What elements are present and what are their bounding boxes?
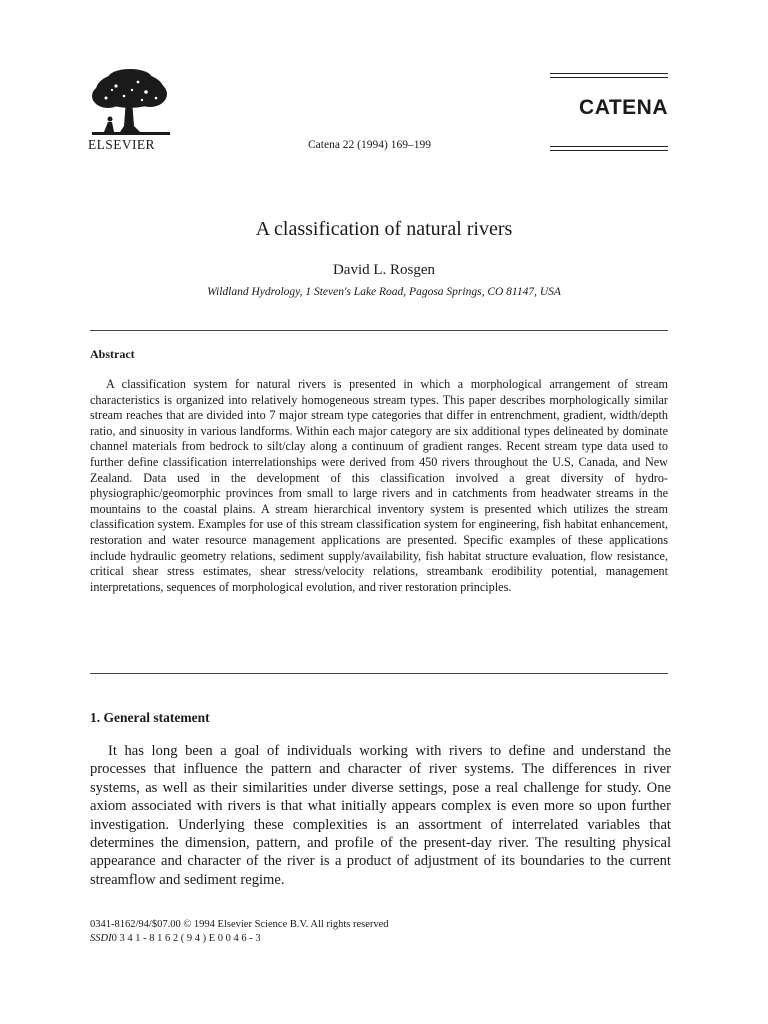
ssdi-line	[90, 932, 389, 946]
masthead-rule-top-2	[550, 77, 668, 78]
author-affiliation: Wildland Hydrology, 1 Steven's Lake Road, Pagosa Springs, CO 81147, USA	[207, 286, 561, 298]
elsevier-tree-logo	[86, 68, 172, 148]
masthead-rule-bottom-1	[550, 146, 668, 147]
ssdi-label: SSDI	[90, 933, 112, 944]
section-body-text: It has long been a goal of individuals working with rivers to define and understand the processes that influence the pattern and character of river systems. The differences in river systems, as well as their similarities under diverse settings, pose a real challenge for study. One axiom associated with rivers is that what initially appears complex is even more so upon further investigation. Underlying these complexities is an assortment of interrelated variables that determines the dimension, pattern, and profile of the present-day river. The resulting physical appearance and character of the river is a product of adjustment of its boundaries to the current streamflow and sediment regime.	[90, 743, 671, 888]
author-name: David L. Rosgen	[332, 262, 436, 278]
abstract-rule-bottom	[90, 673, 668, 674]
abstract-heading: Abstract	[90, 347, 135, 361]
abstract-text: A classification system for natural rivers is presented in which a morphological arrangement of stream characteristics is organized into relatively homogeneous stream types. This paper describes morphologically similar stream reaches that are divided into 7 major stream type categories that differ in entrenchment, gradient, width/depth ratio, and sinuosity in various landforms. Within each major category are six additional types delineated by dominate channel materials from bedrock to silt/clay along a continuum of gradient ranges. Recent stream type data used to further define classification interrelationships were derived from 450 rivers throughout the U.S, Canada, and New Zealand. Data used in the development of this classification involved a great diversity of hydro-physiographic/geomorphic provinces from small to large rivers and in catchments from headwater streams in the mountains to the coastal plains. A stream hierarchical inventory system is presented which utilizes the stream classification system. Examples for use of this stream classification system for engineering, fish habitat enhancement, restoration and water resource management applications are presented. Specific examples of these applications include hydraulic geometry relations, sediment supply/availability, fish habitat structure evaluation, flow resistance, critical shear stress estimates, shear stress/velocity relations, streambank erodibility potential, management interpretations, sequences of morphological evolution, and river restoration principles.	[90, 377, 668, 594]
masthead-rule-top-1	[550, 73, 668, 74]
copyright-line: 0341-8162/94/$07.00 © 1994 Elsevier Science B.V. All rights reserved	[90, 919, 389, 930]
article-title: A classification of natural rivers	[255, 218, 513, 240]
abstract-rule-top	[90, 330, 668, 331]
ssdi-code: 0 3 4 1 - 8 1 6 2 ( 9 4 ) E 0 0 4 6 - 3	[111, 933, 261, 944]
footer-notice	[90, 918, 389, 946]
publisher-name: ELSEVIER	[88, 137, 155, 152]
journal-name: CATENA	[579, 96, 668, 119]
section-heading: 1. General statement	[90, 710, 210, 725]
tree-icon	[86, 68, 172, 140]
masthead-rule-bottom-2	[550, 150, 668, 151]
citation-line: Catena 22 (1994) 169–199	[308, 139, 431, 151]
